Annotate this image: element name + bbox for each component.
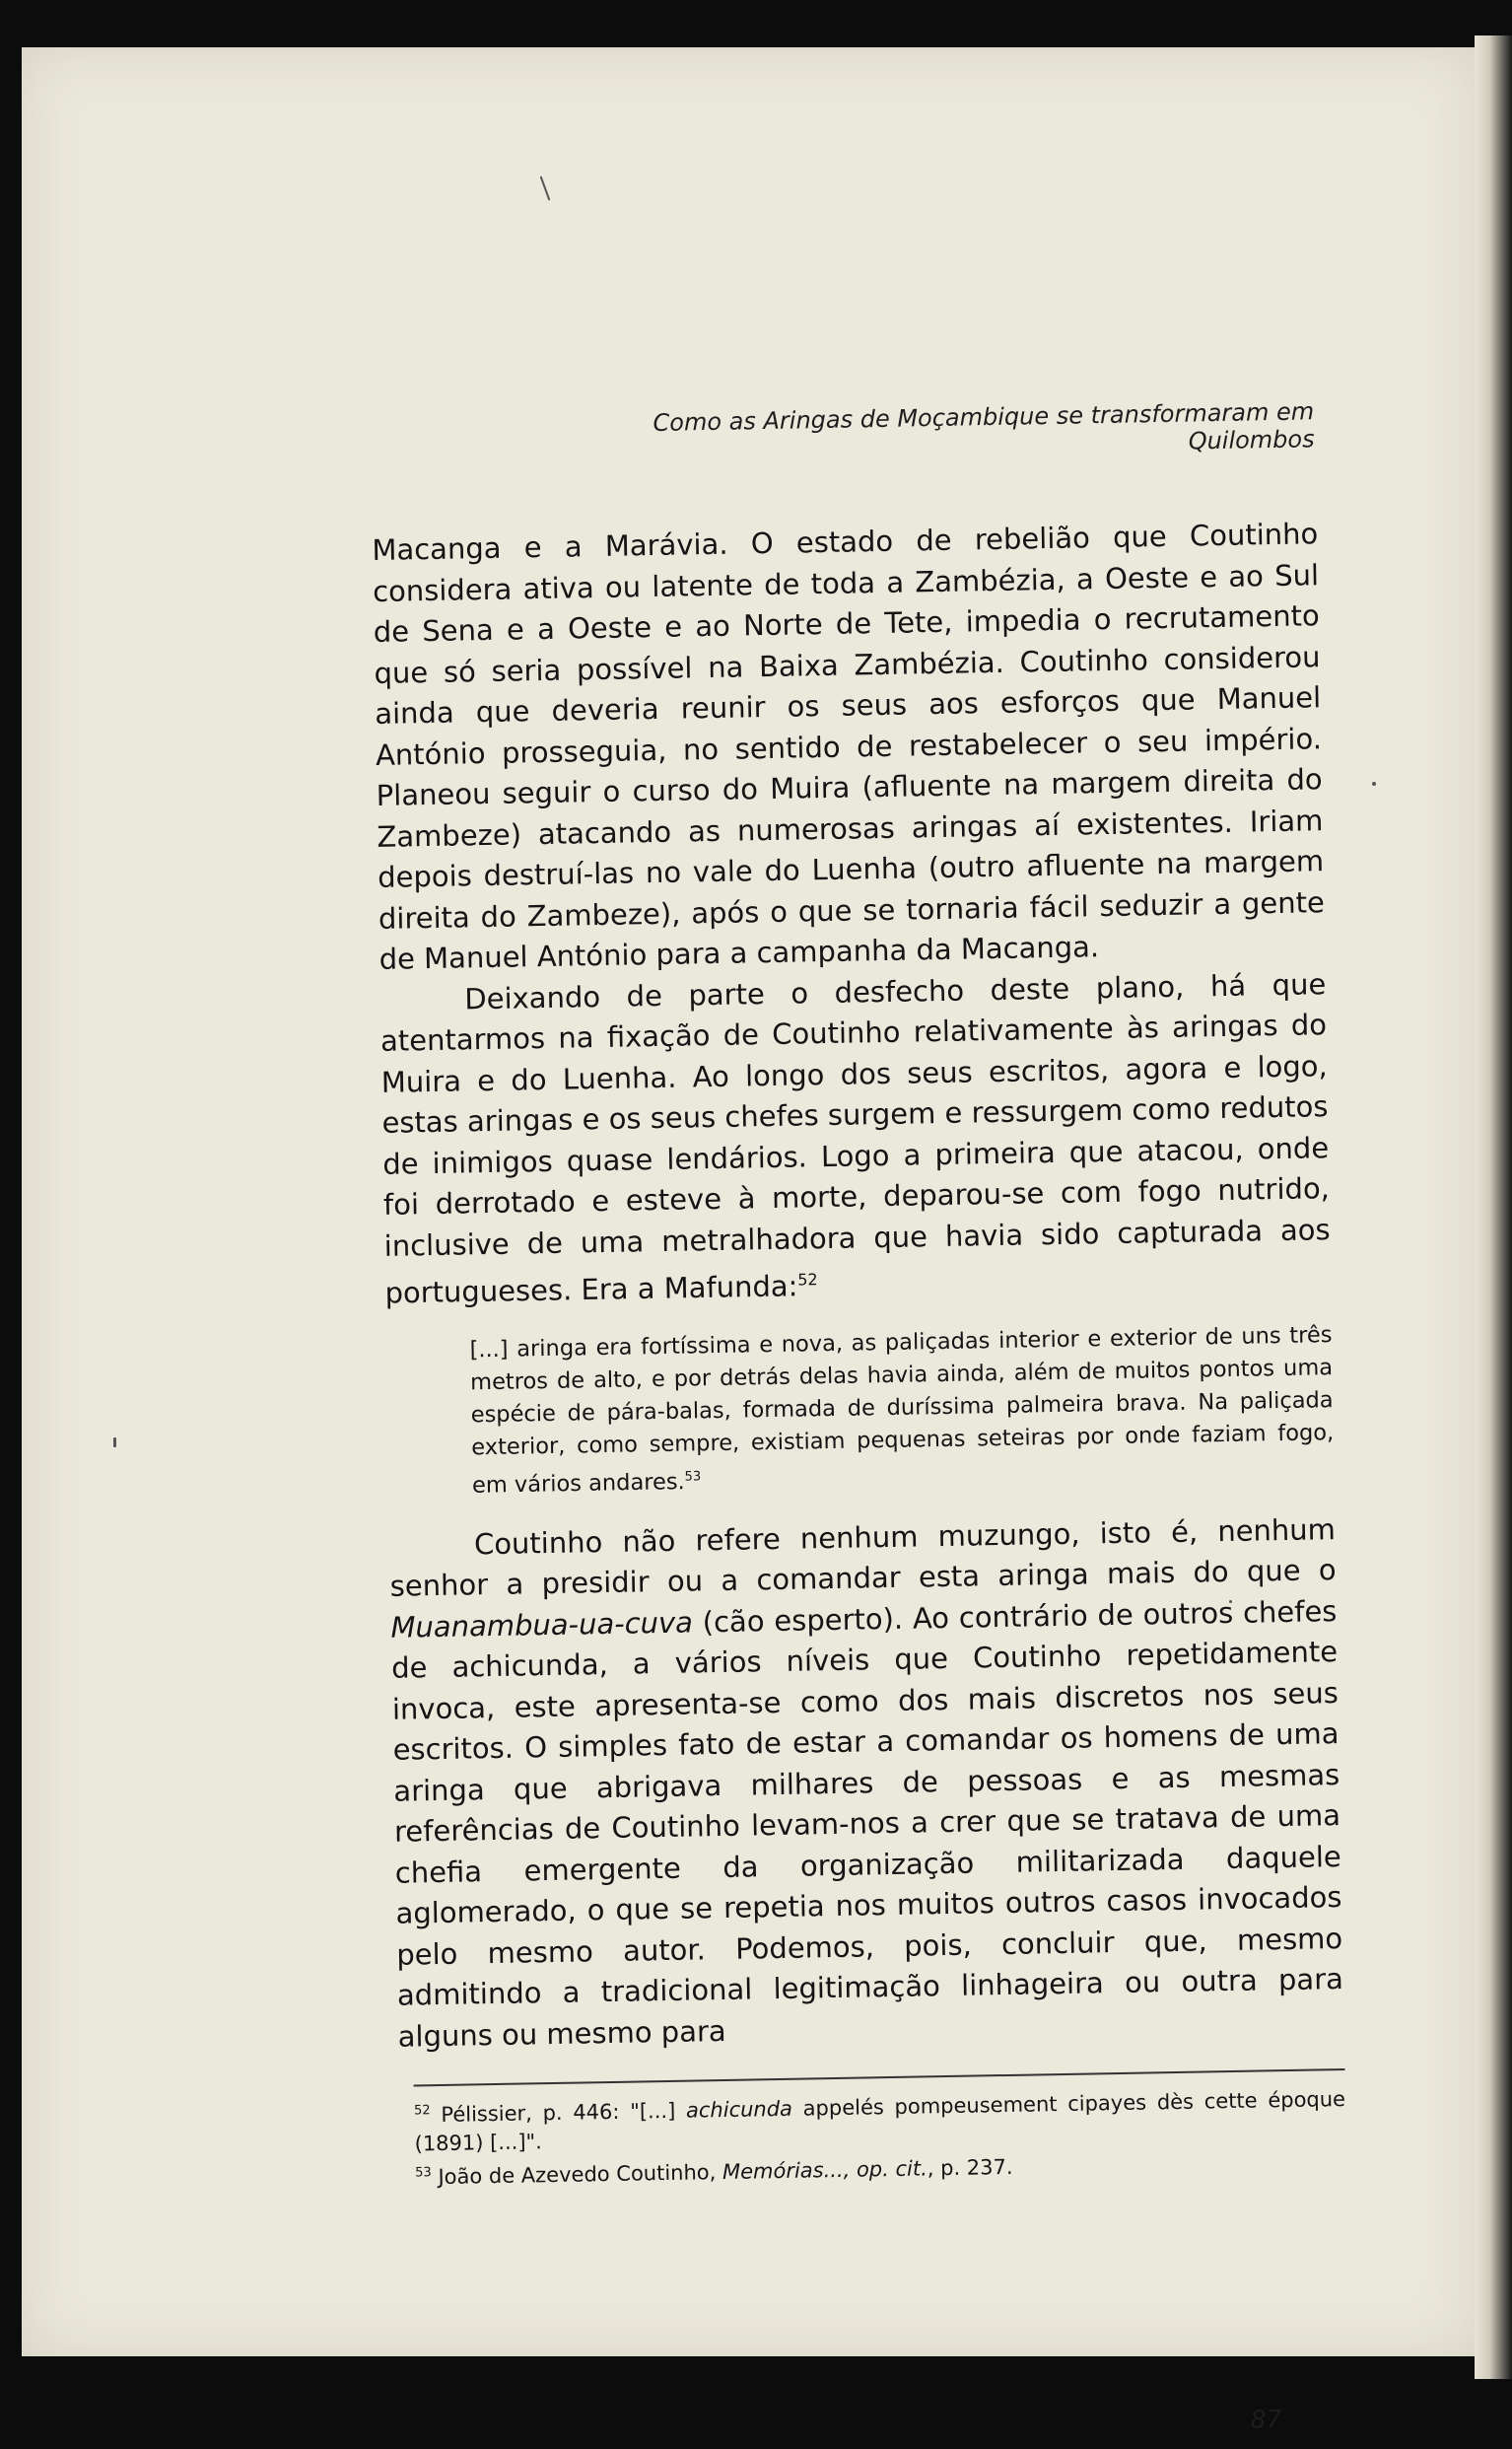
paragraph-3-text-b: (cão esperto). Ao contrário de outros chefes de achicunda, a vários níveis que Coutinho repetidamente invoca, este apresenta-se como dos mais discretos nos seus escritos. O simples fato de estar a comandar os homens de uma aringa que abrigava milhares de pessoas e as mesmas referências de Coutinho levam-nos a crer que se tratava de uma chefia emergente da organização militarizada daquele aglomerado, o que se repetia nos muitos outros casos invocados pelo mesmo autor. Podemos, pois, concluir que, mesmo admitindo a tradicional legitimação linhageira ou outra para alguns ou mesmo para bbox=[390, 1593, 1344, 2054]
running-header: Como as Aringas de Moçambique se transformaram em Quilombos bbox=[653, 397, 1315, 455]
paragraph-2-text: Deixando de parte o desfecho deste plano, há que atentarmos na fixação de Coutinho relativamente às aringas do Muira e do Luenha. Ao longo dos seus escritos, agora e logo, estas aringas e os seus chefes surgem e ressurgem como redutos de inimigos quase lendários. Logo a primeira que atacou, onde foi derrotado e esteve à morte, deparou-se com fogo nutrido, inclusive de uma metralhadora que havia sido capturada aos portugueses. Era a Mafunda: bbox=[379, 966, 1331, 1310]
footnote-text: appelés pompeusement cipayes dès cette époque (1891) [...]". bbox=[414, 2087, 1346, 2156]
footnote-number: 52 bbox=[413, 2103, 431, 2119]
block-quote-text: [...] aringa era fortíssima e nova, as paliçadas interior e exterior de uns três metros de alto, e por detrás delas havia ainda, além de muitos pontos uma espécie de pára-balas, formada de duríssima palmeira brava. Na paliçada exterior, como sempre, existiam pequenas seteiras por onde faziam fogo, em vários andares. bbox=[469, 1322, 1335, 1500]
scan-speck bbox=[1372, 782, 1376, 786]
paragraph-3-text-a: Coutinho não refere nenhum muzungo, isto é, nenhum senhor a presidir ou a comandar esta aringa mais do que o bbox=[389, 1511, 1337, 1603]
scan-speck bbox=[540, 175, 551, 200]
footnote-text: Pélissier, p. 446: "[...] bbox=[441, 2098, 687, 2128]
scan-speck bbox=[113, 1437, 116, 1447]
footnote-italic: achicunda bbox=[685, 2096, 793, 2123]
paragraph-3-italic: Muanambua-ua-cuva bbox=[390, 1605, 694, 1644]
body-text bbox=[372, 514, 1346, 2193]
footnote-text: , p. 237. bbox=[927, 2155, 1013, 2181]
block-quote bbox=[469, 1319, 1335, 1503]
footnote-italic: Memórias..., op. cit. bbox=[722, 2156, 928, 2185]
paragraph-1: Macanga e a Marávia. O estado de rebelião que Coutinho considera ativa ou latente de toda a Zambézia, a Oeste e ao Sul de Sena e a Oeste e ao Norte de Tete, impedia o recrutamento que só seria possível na Baixa Zambézia. Coutinho considerou ainda que deveria reunir os seus aos esforços que Manuel António prosseguia, no sentido de restabelecer o seu império. Planeou seguir o curso do Muira (afluente na margem direita do Zambeze) atacando as numerosas aringas aí existentes. Iriam depois destruí-las no vale do Luenha (outro afluente na margem direita do Zambeze), após o que se tornaria fácil seduzir a gente de Manuel António para a campanha da Macanga. bbox=[372, 517, 1326, 976]
paragraph-2 bbox=[379, 964, 1332, 1314]
footnotes bbox=[414, 2080, 1347, 2192]
footnote-ref-52: 52 bbox=[797, 1270, 818, 1290]
footnote-number: 53 bbox=[415, 2165, 432, 2181]
page-number: 87 bbox=[1250, 2405, 1282, 2434]
footnote-text: João de Azevedo Coutinho, bbox=[438, 2160, 723, 2190]
book-spine-edge bbox=[1475, 35, 1512, 2379]
paragraph-3 bbox=[389, 1509, 1344, 2058]
footnote-ref-53: 53 bbox=[684, 1469, 702, 1485]
